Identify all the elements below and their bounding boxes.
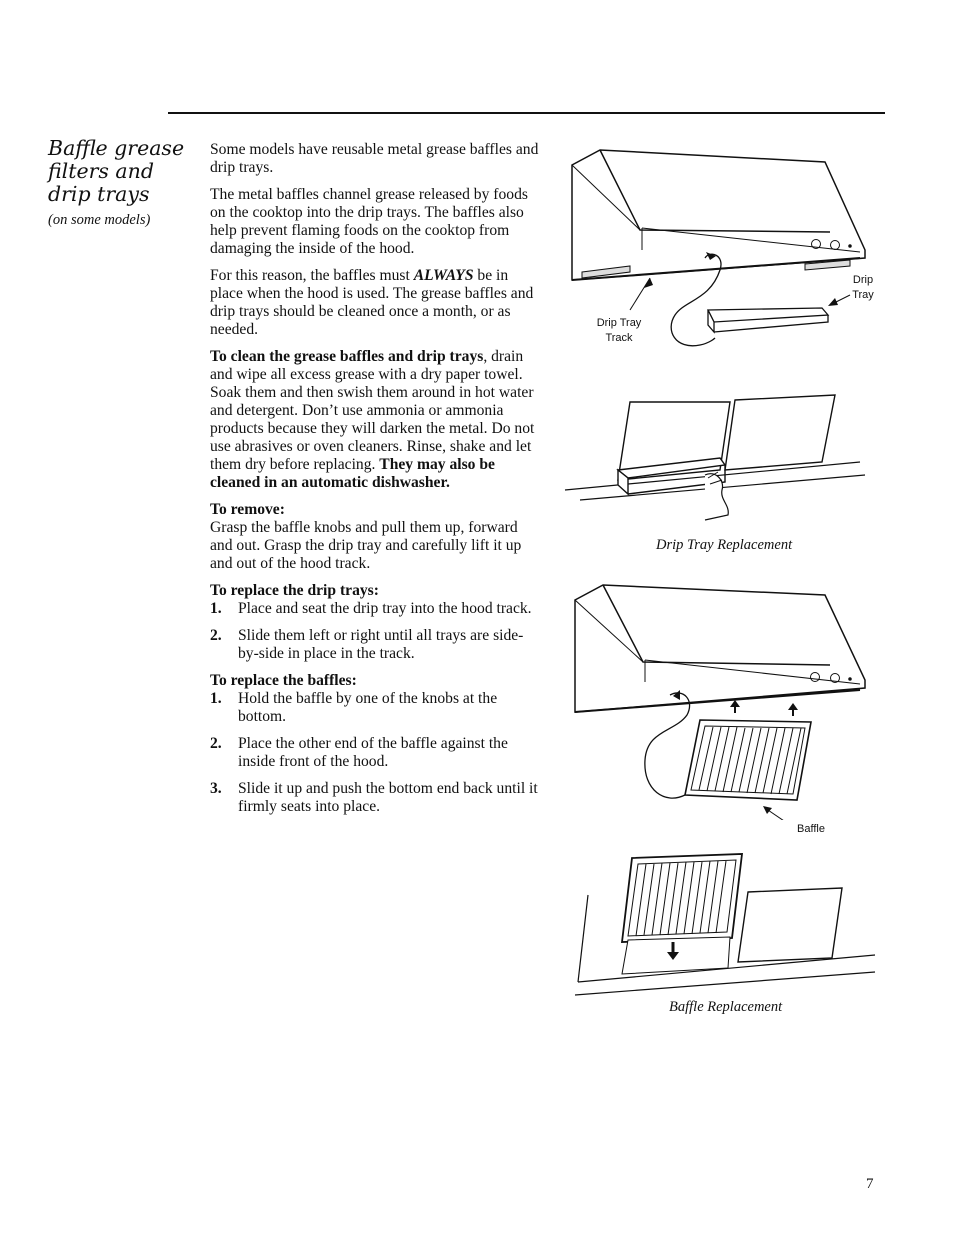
drip-tray-track-line1: Drip Tray <box>596 317 642 329</box>
list-item <box>210 627 540 663</box>
caption-drip-tray-replacement: Drip Tray Replacement <box>656 537 793 553</box>
drip-tray-replacement-illustration <box>560 390 880 525</box>
step-text: Slide them left or right until all trays are side-by-side in place in the track. <box>238 627 524 662</box>
step-text: Place the other end of the baffle against the inside front of the hood. <box>238 735 508 770</box>
replace-baffles-heading: To replace the baffles: <box>210 672 357 689</box>
hood-baffle-illustration <box>565 580 880 820</box>
step-text: Slide it up and push the bottom end back until it firmly seats into place. <box>238 780 538 815</box>
drip-tray-label-line2: Tray <box>852 289 874 301</box>
caption-baffle-replacement: Baffle Replacement <box>669 999 783 1015</box>
clean-heading: To clean the grease baffles and drip trays <box>210 348 484 365</box>
replace-trays-heading: To replace the drip trays: <box>210 582 379 599</box>
paragraph-always <box>210 267 540 339</box>
section-title: Baffle grease filters and drip trays <box>48 136 185 206</box>
step-number: 3. <box>210 780 222 797</box>
step-number: 1. <box>210 600 222 617</box>
step-number: 2. <box>210 627 222 644</box>
drip-tray-track-label <box>585 316 653 346</box>
list-item <box>210 600 540 618</box>
always-before: For this reason, the baffles must <box>210 267 414 284</box>
remove-text: Grasp the baffle knobs and pull them up, forward and out. Grasp the drip tray and carefully lift it up and out of the hood track. <box>210 519 522 572</box>
drip-tray-label-line1: Drip <box>852 274 874 286</box>
remove-heading: To remove: <box>210 501 285 518</box>
always-after: be in place when the hood is used. The grease baffles and drip trays should be cleaned once a month, or as needed. <box>210 267 534 338</box>
always-emphasis: ALWAYS <box>413 267 474 284</box>
clean-text: , drain and wipe all excess grease with a dry paper towel. Soak them and then swish them around in hot water and detergent. Don’t use ammonia or ammonia products because they will darken the metal. Do not use abrasives or oven cleaners. Rinse, shake and let them dry before replacing. <box>210 348 535 473</box>
body-text <box>210 141 540 825</box>
list-item <box>210 780 540 816</box>
section-subtitle: (on some models) <box>48 212 151 228</box>
dishwasher-note: They may also be cleaned in an automatic dishwasher. <box>210 456 495 491</box>
drip-tray-label <box>838 273 888 303</box>
step-number: 1. <box>210 690 222 707</box>
step-number: 2. <box>210 735 222 752</box>
baffle-label: Baffle <box>797 823 825 835</box>
step-text: Hold the baffle by one of the knobs at the bottom. <box>238 690 498 725</box>
list-item <box>210 690 540 726</box>
list-item <box>210 735 540 771</box>
page-number: 7 <box>866 1176 874 1192</box>
baffle-replacement-illustration <box>570 850 880 1000</box>
paragraph-intro: Some models have reusable metal grease baffles and drip trays. <box>210 141 539 176</box>
drip-tray-track-line2: Track <box>605 332 633 344</box>
paragraph-purpose: The metal baffles channel grease released by foods on the cooktop into the drip trays. The baffles also help prevent flaming foods on the cooktop from damaging the inside of the hood. <box>210 186 528 257</box>
step-text: Place and seat the drip tray into the hood track. <box>238 600 532 617</box>
paragraph-clean <box>210 348 540 492</box>
header-rule <box>168 112 885 114</box>
